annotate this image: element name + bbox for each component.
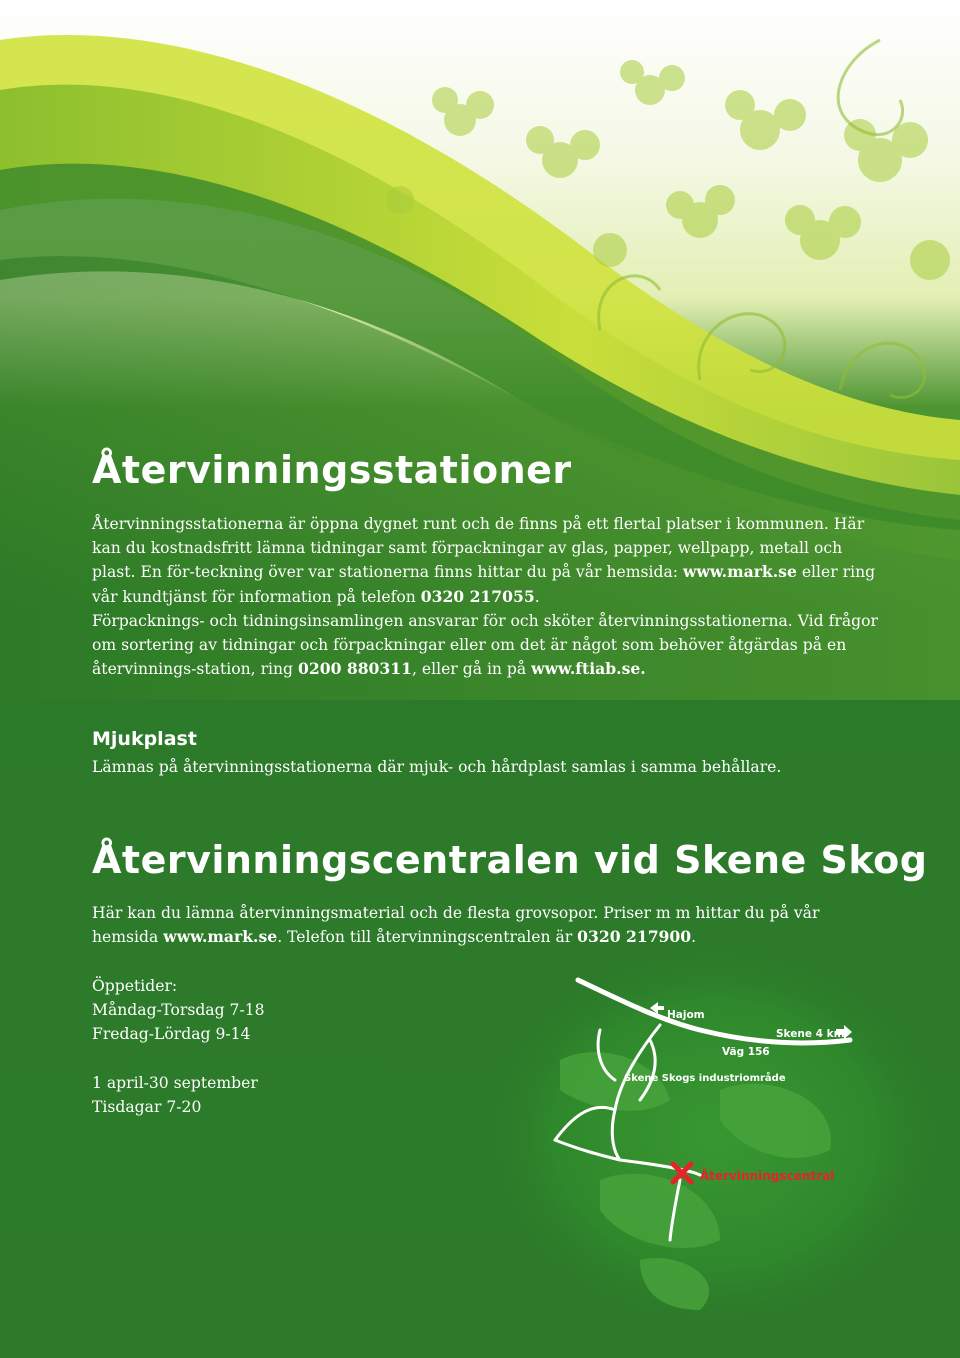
website-link[interactable]: www.ftiab.se. bbox=[531, 659, 646, 679]
season-hours: Tisdagar 7-20 bbox=[92, 1098, 202, 1117]
intro-paragraph: Återvinningsstationerna är öppna dygnet runt och de finns på ett flertal platser i kommunen. Här kan du kostnadsfritt lämna tidningar samt förpackningar av glas, papper, wellpapp, metall och plast. En för-teckning över var stationerna finns hittar du på vår hemsida: www.mark.se eller ring vår kundtjänst för information på telefon 0320 217055. bbox=[92, 515, 876, 606]
phone-number: 0320 217900 bbox=[577, 927, 692, 947]
map-label-industri: Skene Skogs industriområde bbox=[624, 1073, 786, 1084]
map-label-vag: Väg 156 bbox=[722, 1046, 770, 1058]
hours-label: Öppetider: bbox=[92, 977, 178, 995]
ftiab-paragraph: Förpacknings- och tidningsinsamlingen ansvarar för och sköter återvinningsstationerna. Vid frågor om sortering av tidningar och förpackningar eller om det är något som behöver åtgärdas på en återvinnings-station, ring 0200 880311, eller gå in på www.ftiab.se. bbox=[92, 612, 878, 679]
section-title: Återvinningscentralen vid Skene Skog bbox=[92, 838, 928, 882]
central-paragraph: Här kan du lämna återvinningsmaterial och de flesta grovsopor. Priser m m hittar du på vår hemsida www.mark.se. Telefon till återvinningscentralen är 0320 217900. bbox=[92, 904, 820, 947]
subheading-mjukplast: Mjukplast bbox=[92, 728, 197, 750]
map-label-central: Återvinningscentral bbox=[700, 1169, 835, 1183]
hours-weekend: Fredag-Lördag 9-14 bbox=[92, 1025, 251, 1044]
map-label-skene: Skene 4 km bbox=[776, 1028, 845, 1040]
website-link[interactable]: www.mark.se bbox=[682, 562, 797, 582]
season-label: 1 april-30 september bbox=[92, 1074, 258, 1092]
mjukplast-paragraph: Lämnas på återvinningsstationerna där mjuk- och hårdplast samlas i samma behållare. bbox=[92, 758, 782, 776]
phone-number: 0200 880311 bbox=[298, 659, 412, 679]
phone-number: 0320 217055 bbox=[420, 586, 535, 606]
map-label-hajom: Hajom bbox=[667, 1009, 705, 1021]
hours-weekdays: Måndag-Torsdag 7-18 bbox=[92, 1001, 265, 1020]
page-title: Återvinningsstationer bbox=[92, 448, 572, 492]
website-link[interactable]: www.mark.se bbox=[163, 927, 278, 947]
